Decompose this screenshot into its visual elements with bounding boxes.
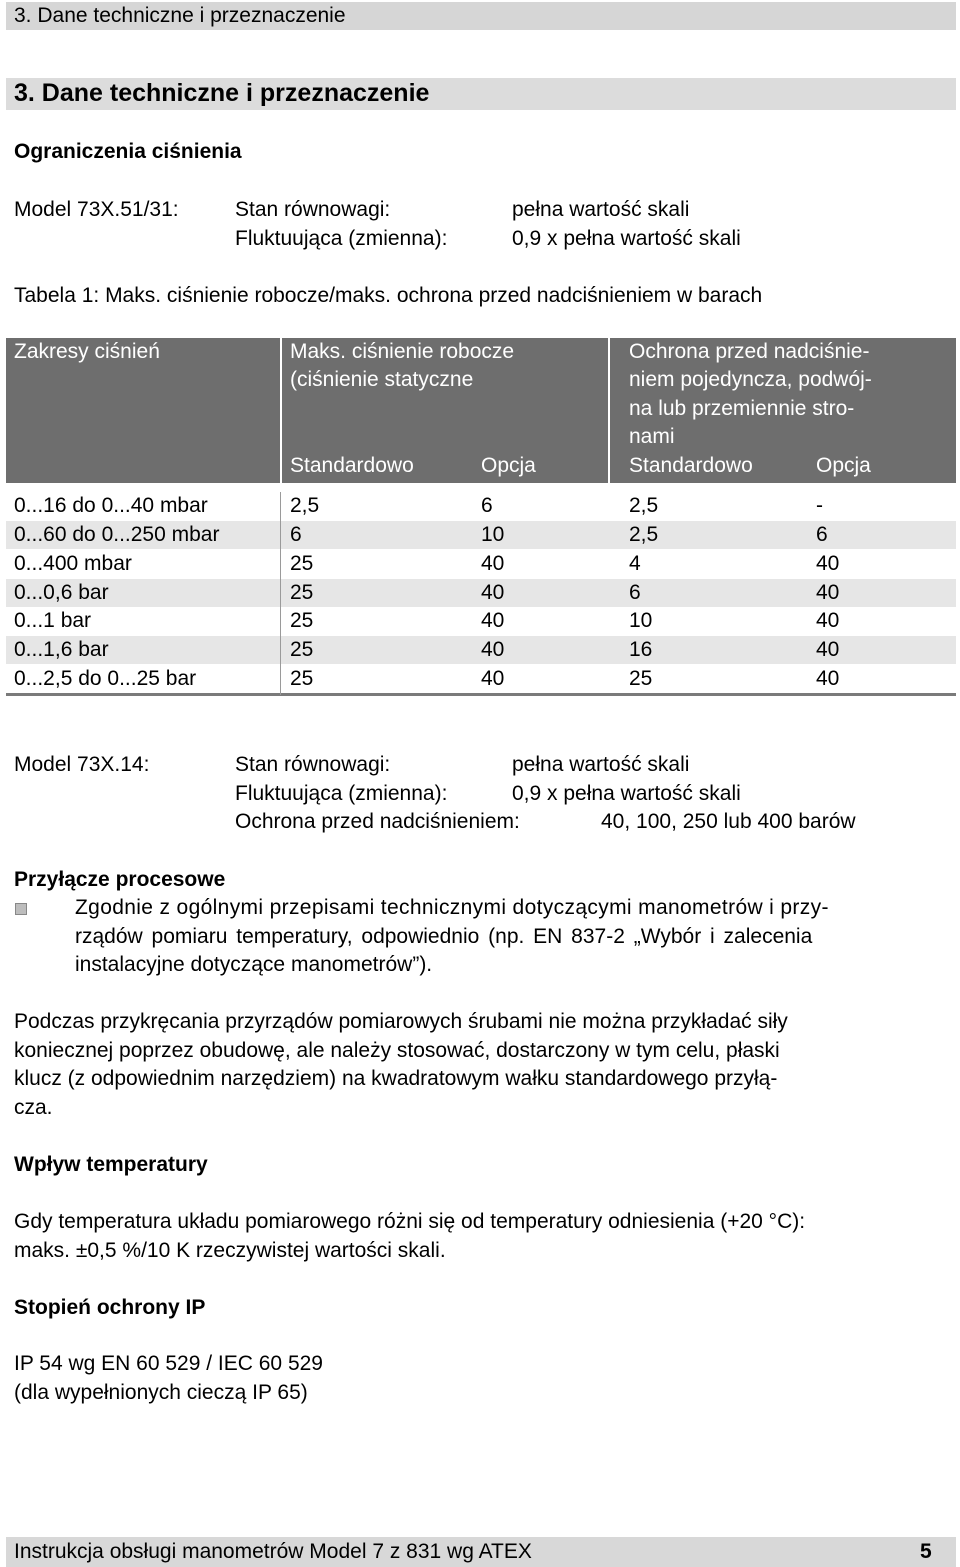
running-header-text: 3. Dane techniczne i przeznaczenie: [14, 4, 346, 27]
model2-val-3: 40, 100, 250 lub 400 barów: [601, 810, 856, 833]
mounting-para-line-1: Podczas przykręcania przyrządów pomiarowych śrubami nie można przykładać siły: [14, 1010, 788, 1033]
cell-range: 0...1,6 bar: [14, 638, 109, 661]
th-standard-2: Standardowo: [629, 454, 753, 477]
cell-range: 0...0,6 bar: [14, 581, 109, 604]
cell-std-overpressure: 2,5: [629, 523, 659, 546]
cell-std-overpressure: 6: [629, 581, 641, 604]
cell-opt-overpressure: 40: [816, 609, 840, 632]
model1-label: Model 73X.51/31:: [14, 198, 179, 221]
cell-opt-overpressure: 40: [816, 581, 840, 604]
table-row: [6, 521, 956, 550]
temperature-line-2: maks. ±0,5 %/10 K rzeczywistej wartości skali.: [14, 1239, 446, 1262]
model2-key-3: Ochrona przed nadciśnieniem:: [235, 810, 520, 833]
cell-std-working: 25: [290, 638, 314, 661]
table-row: [6, 579, 956, 608]
cell-opt-overpressure: 40: [816, 667, 840, 690]
model1-key-2: Fluktuująca (zmienna):: [235, 227, 448, 250]
cell-opt-working: 40: [481, 581, 505, 604]
cell-range: 0...400 mbar: [14, 552, 132, 575]
th-option-1: Opcja: [481, 454, 536, 477]
cell-std-working: 25: [290, 609, 314, 632]
cell-std-working: 6: [290, 523, 302, 546]
th-overpressure-4: nami: [629, 425, 675, 448]
table-divider: [280, 492, 281, 695]
temperature-heading: Wpływ temperatury: [14, 1153, 208, 1176]
th-option-2: Opcja: [816, 454, 871, 477]
model1-val-2: 0,9 x pełna wartość skali: [512, 227, 741, 250]
th-standard-1: Standardowo: [290, 454, 414, 477]
pressure-limits-heading: Ograniczenia ciśnienia: [14, 140, 242, 163]
mounting-para-line-2: koniecznej poprzez obudowę, ale należy stosować, dostarczony w tym celu, płaski: [14, 1039, 780, 1062]
cell-std-working: 25: [290, 581, 314, 604]
cell-std-overpressure: 25: [629, 667, 653, 690]
th-overpressure-2: niem pojedyncza, podwój-: [629, 368, 872, 391]
model2-val-2: 0,9 x pełna wartość skali: [512, 782, 741, 805]
cell-range: 0...1 bar: [14, 609, 92, 632]
footer-title: Instrukcja obsługi manometrów Model 7 z 831 wg ATEX: [14, 1540, 532, 1563]
model1-val-1: pełna wartość skali: [512, 198, 690, 221]
model2-val-1: pełna wartość skali: [512, 753, 690, 776]
cell-opt-overpressure: 40: [816, 638, 840, 661]
cell-range: 0...2,5 do 0...25 bar: [14, 667, 197, 690]
table-row: [6, 492, 956, 521]
cell-opt-working: 40: [481, 609, 505, 632]
cell-opt-overpressure: 40: [816, 552, 840, 575]
bullet-square-icon: [15, 903, 27, 915]
model2-key-1: Stan równowagi:: [235, 753, 391, 776]
th-overpressure-3: na lub przemiennie stro-: [629, 397, 855, 420]
cell-std-working: 25: [290, 552, 314, 575]
th-max-working-1: Maks. ciśnienie robocze: [290, 340, 515, 363]
model2-key-2: Fluktuująca (zmienna):: [235, 782, 448, 805]
table-row: [6, 550, 956, 579]
table-caption: Tabela 1: Maks. ciśnienie robocze/maks. ochrona przed nadciśnieniem w barach: [14, 284, 763, 307]
cell-opt-working: 40: [481, 552, 505, 575]
cell-std-overpressure: 10: [629, 609, 653, 632]
th-max-working-2: (ciśnienie statyczne: [290, 368, 474, 391]
bullet-line-3: instalacyjne dotyczące manometrów”).: [75, 953, 433, 976]
cell-opt-working: 40: [481, 667, 505, 690]
cell-std-overpressure: 4: [629, 552, 641, 575]
cell-std-working: 25: [290, 667, 314, 690]
cell-opt-working: 10: [481, 523, 505, 546]
cell-opt-working: 6: [481, 494, 493, 517]
cell-range: 0...16 do 0...40 mbar: [14, 494, 208, 517]
model1-key-1: Stan równowagi:: [235, 198, 391, 221]
cell-opt-overpressure: -: [816, 494, 823, 517]
page-number: 5: [920, 1540, 932, 1563]
ip-heading: Stopień ochrony IP: [14, 1296, 206, 1319]
table-row: [6, 636, 956, 665]
section-title: 3. Dane techniczne i przeznaczenie: [14, 79, 430, 107]
ip-line-1: IP 54 wg EN 60 529 / IEC 60 529: [14, 1352, 323, 1375]
mounting-para-line-4: cza.: [14, 1096, 53, 1119]
model2-label: Model 73X.14:: [14, 753, 150, 776]
temperature-line-1: Gdy temperatura układu pomiarowego różni się od temperatury odniesienia (+20 °C):: [14, 1210, 806, 1233]
th-pressure-ranges: Zakresy ciśnień: [14, 340, 160, 363]
cell-std-working: 2,5: [290, 494, 320, 517]
cell-opt-overpressure: 6: [816, 523, 828, 546]
cell-std-overpressure: 2,5: [629, 494, 659, 517]
cell-std-overpressure: 16: [629, 638, 653, 661]
cell-opt-working: 40: [481, 638, 505, 661]
bullet-line-2: rządów pomiaru temperatury, odpowiednio (np. EN 837-2 „Wybór i zalecenia: [75, 925, 813, 948]
cell-range: 0...60 do 0...250 mbar: [14, 523, 220, 546]
th-overpressure-1: Ochrona przed nadciśnie-: [629, 340, 870, 363]
bullet-line-1: Zgodnie z ogólnymi przepisami technicznymi dotyczącymi manometrów i przy-: [75, 896, 829, 919]
ip-line-2: (dla wypełnionych cieczą IP 65): [14, 1381, 308, 1404]
process-connection-heading: Przyłącze procesowe: [14, 868, 226, 891]
table-row: [6, 665, 956, 696]
table-row: [6, 607, 956, 636]
mounting-para-line-3: klucz (z odpowiednim narzędziem) na kwadratowym wałku standardowego przyłą-: [14, 1067, 778, 1090]
